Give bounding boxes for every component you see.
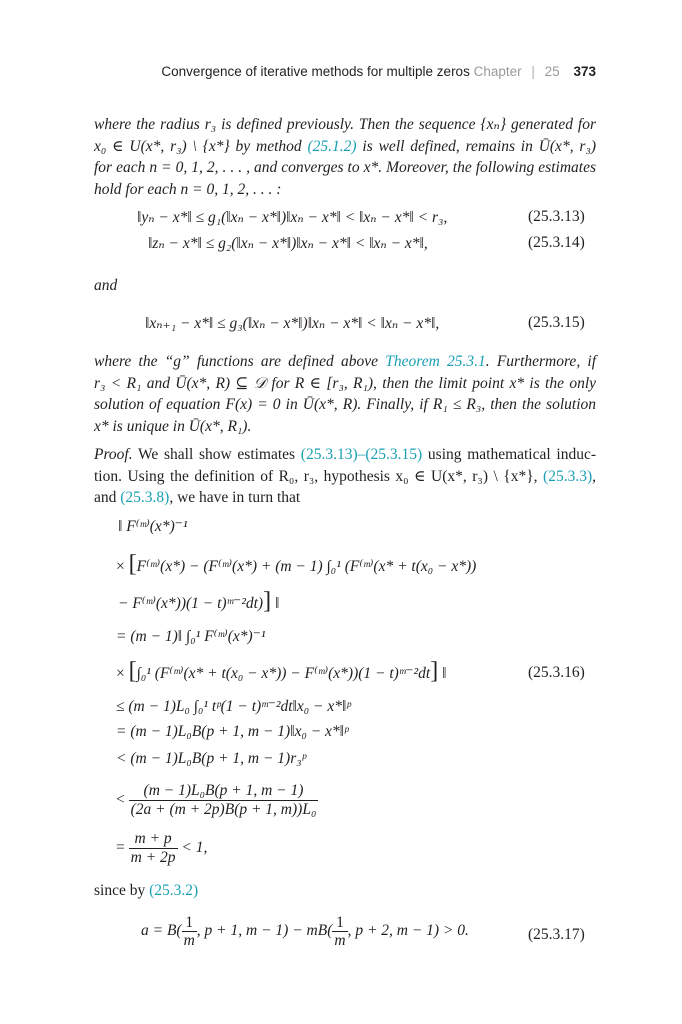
header-chapter-label: Chapter	[473, 64, 522, 79]
text-span: . Furthermore, if	[485, 353, 597, 370]
text-line	[94, 351, 596, 373]
text-span: where the “g” functions are defined above	[94, 353, 386, 370]
fraction-numerator: m + p	[134, 830, 172, 847]
header-title: Convergence of iterative methods for multiple zeros	[161, 64, 470, 79]
equation-number: (25.3.15)	[528, 314, 585, 331]
fraction-denominator: m + 2p	[130, 849, 176, 866]
equation-link-25-3-2[interactable]: (25.3.2)	[149, 882, 199, 899]
equation-link-25-3-13-15[interactable]: (25.3.13)–(25.3.15)	[300, 446, 423, 463]
text-line	[94, 136, 596, 158]
text-span: < 1,	[177, 839, 208, 857]
fraction-denominator: m	[183, 932, 195, 949]
fraction-denominator: (2a + (m + 2p)B(p + 1, m))L₀	[130, 801, 317, 818]
equation-number: (25.3.14)	[528, 234, 585, 251]
text-line: where the radius r₃ is defined previously. Then the sequence {xₙ} generated for	[94, 116, 596, 133]
derivation-line-8: < (m − 1)L₀B(p + 1, m − 1)r₃ᵖ	[116, 750, 307, 767]
fraction	[182, 914, 197, 949]
text-span: since by	[94, 882, 150, 899]
fraction-numerator: (m − 1)L₀B(p + 1, m − 1)	[143, 782, 304, 799]
derivation-line-6: ≤ (m − 1)L₀ ∫₀¹ tᵖ(1 − t)ᵐ⁻²dt‖x₀ − x*‖ᵖ	[116, 698, 351, 715]
equation-25-3-17	[141, 914, 469, 949]
header-chapter-number: 25	[544, 64, 560, 79]
text-span: a = B(	[141, 922, 182, 940]
derivation-line-7: = (m − 1)L₀B(p + 1, m − 1)‖x₀ − x*‖ᵖ	[116, 723, 349, 740]
since-line	[94, 880, 596, 902]
theorem-link-25-3-1[interactable]: Theorem 25.3.1	[385, 353, 486, 370]
bracket-close: ]	[263, 588, 272, 614]
text-span: tion. Using the definition of R₀, r₃, hypothesis x₀ ∈ U(x*, r₃) \ {x*},	[94, 467, 544, 485]
equation-25-3-15: ‖xₙ₊₁ − x*‖ ≤ g₃(‖xₙ − x*‖)‖xₙ − x*‖ < ‖xₙ − x*‖,	[145, 315, 440, 332]
equation-number: (25.3.16)	[528, 664, 585, 681]
text-span: ×	[116, 558, 129, 575]
proof-label: Proof.	[94, 446, 133, 463]
relation-symbol: <	[116, 791, 125, 809]
fraction-denominator: m	[334, 932, 346, 949]
bracket-open: [	[128, 551, 137, 577]
text-span: ‖	[438, 665, 447, 682]
proof-paragraph	[94, 444, 596, 509]
derivation-line-9	[116, 782, 318, 819]
equation-number: (25.3.13)	[528, 208, 585, 225]
text-span: We shall show estimates	[132, 446, 301, 463]
fraction	[129, 782, 319, 819]
equation-number: (25.3.17)	[528, 926, 585, 943]
text-span: ‖	[271, 595, 280, 612]
text-line: for each n = 0, 1, 2, . . . , and converges to x*. Moreover, the following estimates	[94, 159, 596, 177]
theorem-paragraph-2	[94, 351, 596, 438]
text-span: − F⁽ᵐ⁾(x*))(1 − t)ᵐ⁻²dt)	[118, 595, 264, 612]
derivation-line-3	[118, 588, 280, 614]
equation-25-3-14: ‖zₙ − x*‖ ≤ g₂(‖xₙ − x*‖)‖xₙ − x*‖ < ‖xₙ − x*‖,	[148, 235, 428, 252]
derivation-line-4: = (m − 1)‖ ∫₀¹ F⁽ᵐ⁾(x*)⁻¹	[116, 628, 266, 645]
running-header	[90, 64, 596, 79]
text-span: F⁽ᵐ⁾(x*) − (F⁽ᵐ⁾(x*) + (m − 1) ∫₀¹ (F⁽ᵐ⁾(x* + t(x₀ − x*))	[136, 558, 477, 575]
fraction-numerator: 1	[336, 914, 344, 931]
text-line	[94, 466, 596, 488]
text-span: , p + 2, m − 1) > 0.	[347, 922, 469, 940]
relation-symbol: =	[116, 839, 125, 857]
fraction	[129, 830, 178, 867]
equation-link-25-3-3[interactable]: (25.3.3)	[543, 467, 593, 485]
equation-25-3-13: ‖yₙ − x*‖ ≤ g₁(‖xₙ − x*‖)‖xₙ − x*‖ < ‖xₙ − x*‖ < r₃,	[137, 209, 448, 226]
text-line: x* is unique in Ū(x*, R₁).	[94, 418, 252, 436]
text-line: hold for each n = 0, 1, 2, . . . :	[94, 181, 282, 199]
fraction-numerator: 1	[185, 914, 194, 931]
text-line	[94, 444, 596, 466]
text-line	[94, 487, 596, 509]
and-word: and	[94, 277, 118, 294]
theorem-paragraph-1	[94, 114, 596, 201]
derivation-line-10	[116, 830, 207, 867]
equation-link-25-3-8[interactable]: (25.3.8)	[120, 489, 170, 507]
text-line: solution of equation F(x) = 0 in Ū(x*, R). Finally, if R₁ ≤ R₃, then the solution	[94, 396, 596, 414]
text-span: ×	[116, 665, 129, 682]
page-number: 373	[573, 64, 596, 79]
text-span: and	[94, 489, 121, 507]
text-line: r₃ < R₁ and Ū(x*, R) ⊆ 𝒟 for R ∈ [r₃, R₁), then the limit point x* is the only	[94, 374, 596, 392]
header-separator: |	[531, 64, 535, 79]
text-span: , p + 1, m − 1) − mB(	[196, 922, 333, 940]
derivation-line-5	[116, 658, 447, 684]
derivation-line-1: ‖ F⁽ᵐ⁾(x*)⁻¹	[118, 518, 188, 535]
derivation-line-2	[116, 551, 477, 577]
text-span: x₀ ∈ U(x*, r₃) \ {x*} by method	[94, 137, 308, 155]
bracket-open: [	[128, 658, 137, 684]
bracket-close: ]	[430, 658, 439, 684]
text-span: using mathematical induc-	[422, 446, 596, 463]
text-span: ,	[592, 467, 596, 485]
text-span: , we have in turn that	[169, 489, 301, 507]
text-span: is well defined, remains in Ū(x*, r₃)	[356, 137, 596, 155]
equation-link-25-1-2[interactable]: (25.1.2)	[307, 137, 357, 155]
text-span: ∫₀¹ (F⁽ᵐ⁾(x* + t(x₀ − x*)) − F⁽ᵐ⁾(x*))(1 − t)ᵐ⁻²dt	[136, 665, 431, 682]
fraction	[332, 914, 347, 949]
